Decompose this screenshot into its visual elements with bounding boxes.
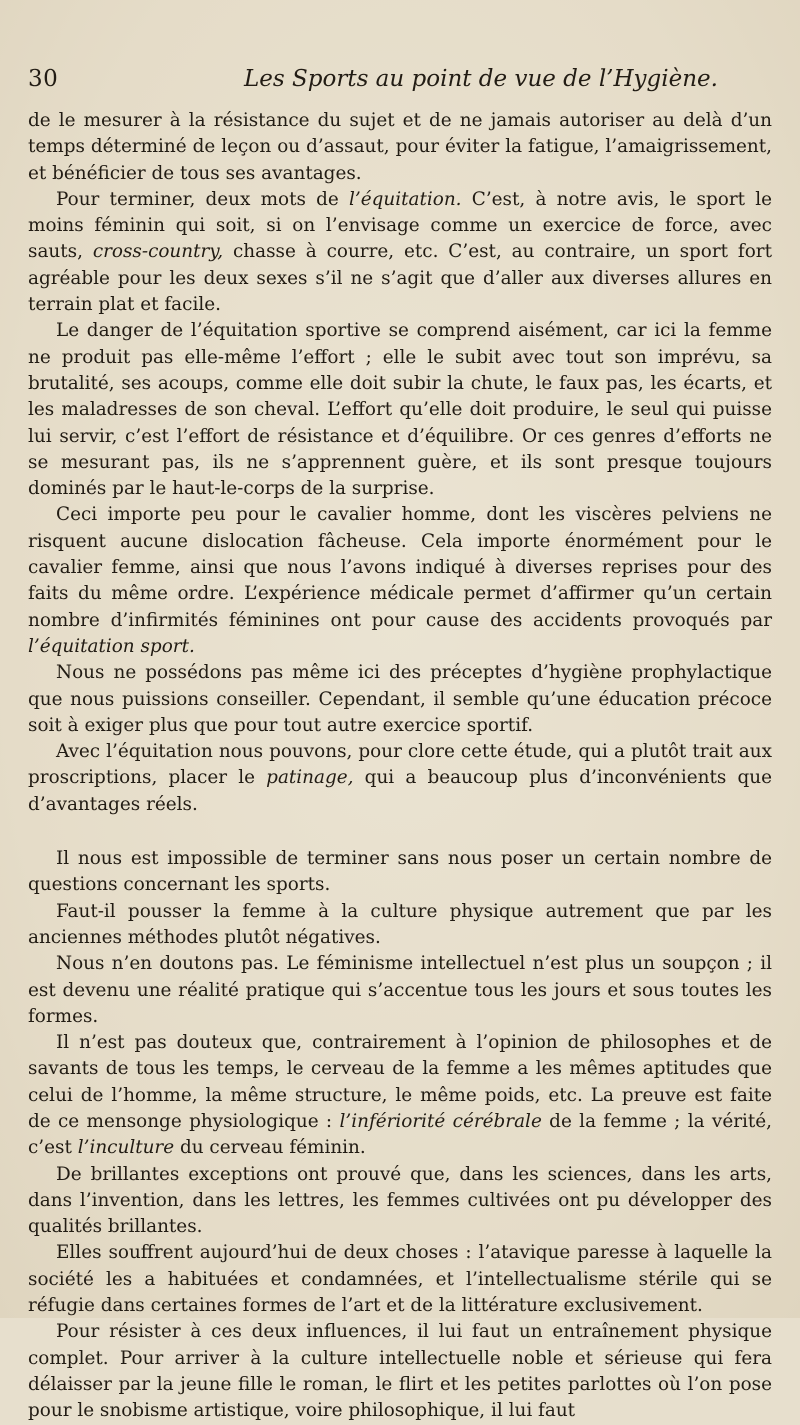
paragraph bbox=[28, 108, 772, 187]
text-run: Nous n’en doutons pas. Le féminisme intellectuel n’est plus un soupçon ; il est devenu une réalité pratique qui s’accentue tous les jours et sous toutes les formes. bbox=[28, 953, 772, 1027]
paragraph bbox=[28, 739, 772, 818]
text-run: Faut-il pousser la femme à la culture physique autrement que par les anciennes méthodes plutôt négatives. bbox=[28, 900, 772, 948]
page-number: 30 bbox=[28, 66, 59, 92]
italic-text: cross-country, bbox=[92, 241, 224, 263]
text-run: qui a beaucoup plus d’inconvénients que d’avantages réels. bbox=[28, 767, 773, 815]
paragraph bbox=[28, 1162, 772, 1241]
text-run: Il n’est pas douteux que, contrairement à l’opinion de philosophes et de savants de tous les temps, le cerveau de la femme a les mêmes aptitudes que celui de l’homme, la même structure, le même poids, etc. La preuve est faite de ce mensonge physiologique : bbox=[28, 1032, 772, 1132]
text-run: de la femme ; la vérité, c’est bbox=[28, 1110, 772, 1159]
paragraph bbox=[28, 660, 772, 739]
paragraph bbox=[28, 846, 772, 899]
italic-text: l’équitation. bbox=[349, 188, 462, 210]
page-header bbox=[28, 66, 772, 102]
text-run: Pour terminer, deux mots de bbox=[56, 188, 350, 210]
paragraph bbox=[28, 1240, 772, 1319]
text-run: du cerveau féminin. bbox=[174, 1137, 366, 1159]
running-title: Les Sports au point de vue de l’Hygiène. bbox=[244, 66, 718, 92]
paragraph bbox=[28, 899, 772, 952]
paragraph bbox=[28, 502, 772, 660]
section-break bbox=[28, 818, 772, 846]
text-run: de le mesurer à la résistance du sujet et de ne jamais autoriser au delà d’un temps déterminé de leçon ou d’assaut, pour éviter la fatigue, l’amaigrissement, et bénéficier de tous ses avantages. bbox=[28, 110, 772, 184]
text-run: Il nous est impossible de terminer sans nous poser un certain nombre de questions concernant les sports. bbox=[28, 848, 772, 896]
italic-text: l’équitation sport. bbox=[28, 635, 195, 657]
text-run: Elles souffrent aujourd’hui de deux choses : l’atavique paresse à laquelle la société les a habituées et condamnées, et l’intellectualisme stérile qui se réfugie dans certaines formes de l’art et de la littérature exclusivement. bbox=[28, 1242, 772, 1317]
text-run: Nous ne possédons pas même ici des préceptes d’hygiène prophylactique que nous puissions conseiller. Cependant, il semble qu’une éducation précoce soit à exiger plus que pour tout autre exercice sportif. bbox=[28, 662, 772, 736]
body-text bbox=[28, 108, 772, 1425]
paragraph bbox=[28, 951, 772, 1030]
text-run: Avec l’équitation nous pouvons, pour clore cette étude, qui a plutôt trait aux proscriptions, placer le bbox=[28, 741, 772, 789]
text-run: De brillantes exceptions ont prouvé que, dans les sciences, dans les arts, dans l’invention, dans les lettres, les femmes cultivées ont pu développer des qualités brillantes. bbox=[28, 1163, 772, 1238]
paragraph bbox=[28, 1030, 772, 1161]
text-run: Pour résister à ces deux influences, il lui faut un entraînement physique complet. Pour arriver à la culture intellectuelle noble et sérieuse qui fera délaisser par la jeune fille le roman, le flirt et les petites parlottes où l’on pose pour le snobisme artistique, voire philosophique, il lui faut bbox=[28, 1321, 772, 1422]
text-run: Ceci importe peu pour le cavalier homme, dont les viscères pelviens ne risquent aucune dislocation fâcheuse. Cela importe énormément pour le cavalier femme, ainsi que nous l’avons indiqué à diverses reprises pour des faits du même ordre. L’expérience médicale permet d’affirmer qu’un certain nombre d’infirmités féminines ont pour cause des accidents provoqués par bbox=[28, 504, 772, 631]
italic-text: l’inculture bbox=[77, 1137, 175, 1159]
paragraph bbox=[28, 1319, 772, 1424]
text-run: C’est, à notre avis, le sport le moins féminin qui soit, si on l’envisage comme un exercice de force, avec sauts, bbox=[28, 188, 772, 263]
text-run: Le danger de l’équitation sportive se comprend aisément, car ici la femme ne produit pas elle-même l’effort ; elle le subit avec tout son imprévu, sa brutalité, ses acoups, comme elle doit subir la chute, le faux pas, les écarts, et les maladresses de son cheval. L’effort qu’elle doit produire, le seul qui puisse lui servir, c’est l’effort de résistance et d’équilibre. Or ces genres d’efforts ne se mesurant pas, ils ne s’apprennent guère, et ils sont presque toujours dominés par le haut-le-corps de la surprise. bbox=[28, 320, 772, 500]
italic-text: patinage, bbox=[266, 767, 354, 789]
paragraph bbox=[28, 318, 772, 502]
text-run: chasse à courre, etc. C’est, au contraire, un sport fort agréable pour les deux sexes s’il ne s’agit que d’aller aux diverses allures en terrain plat et facile. bbox=[28, 241, 772, 316]
paragraph bbox=[28, 187, 772, 318]
italic-text: l’infériorité cérébrale bbox=[339, 1110, 542, 1132]
